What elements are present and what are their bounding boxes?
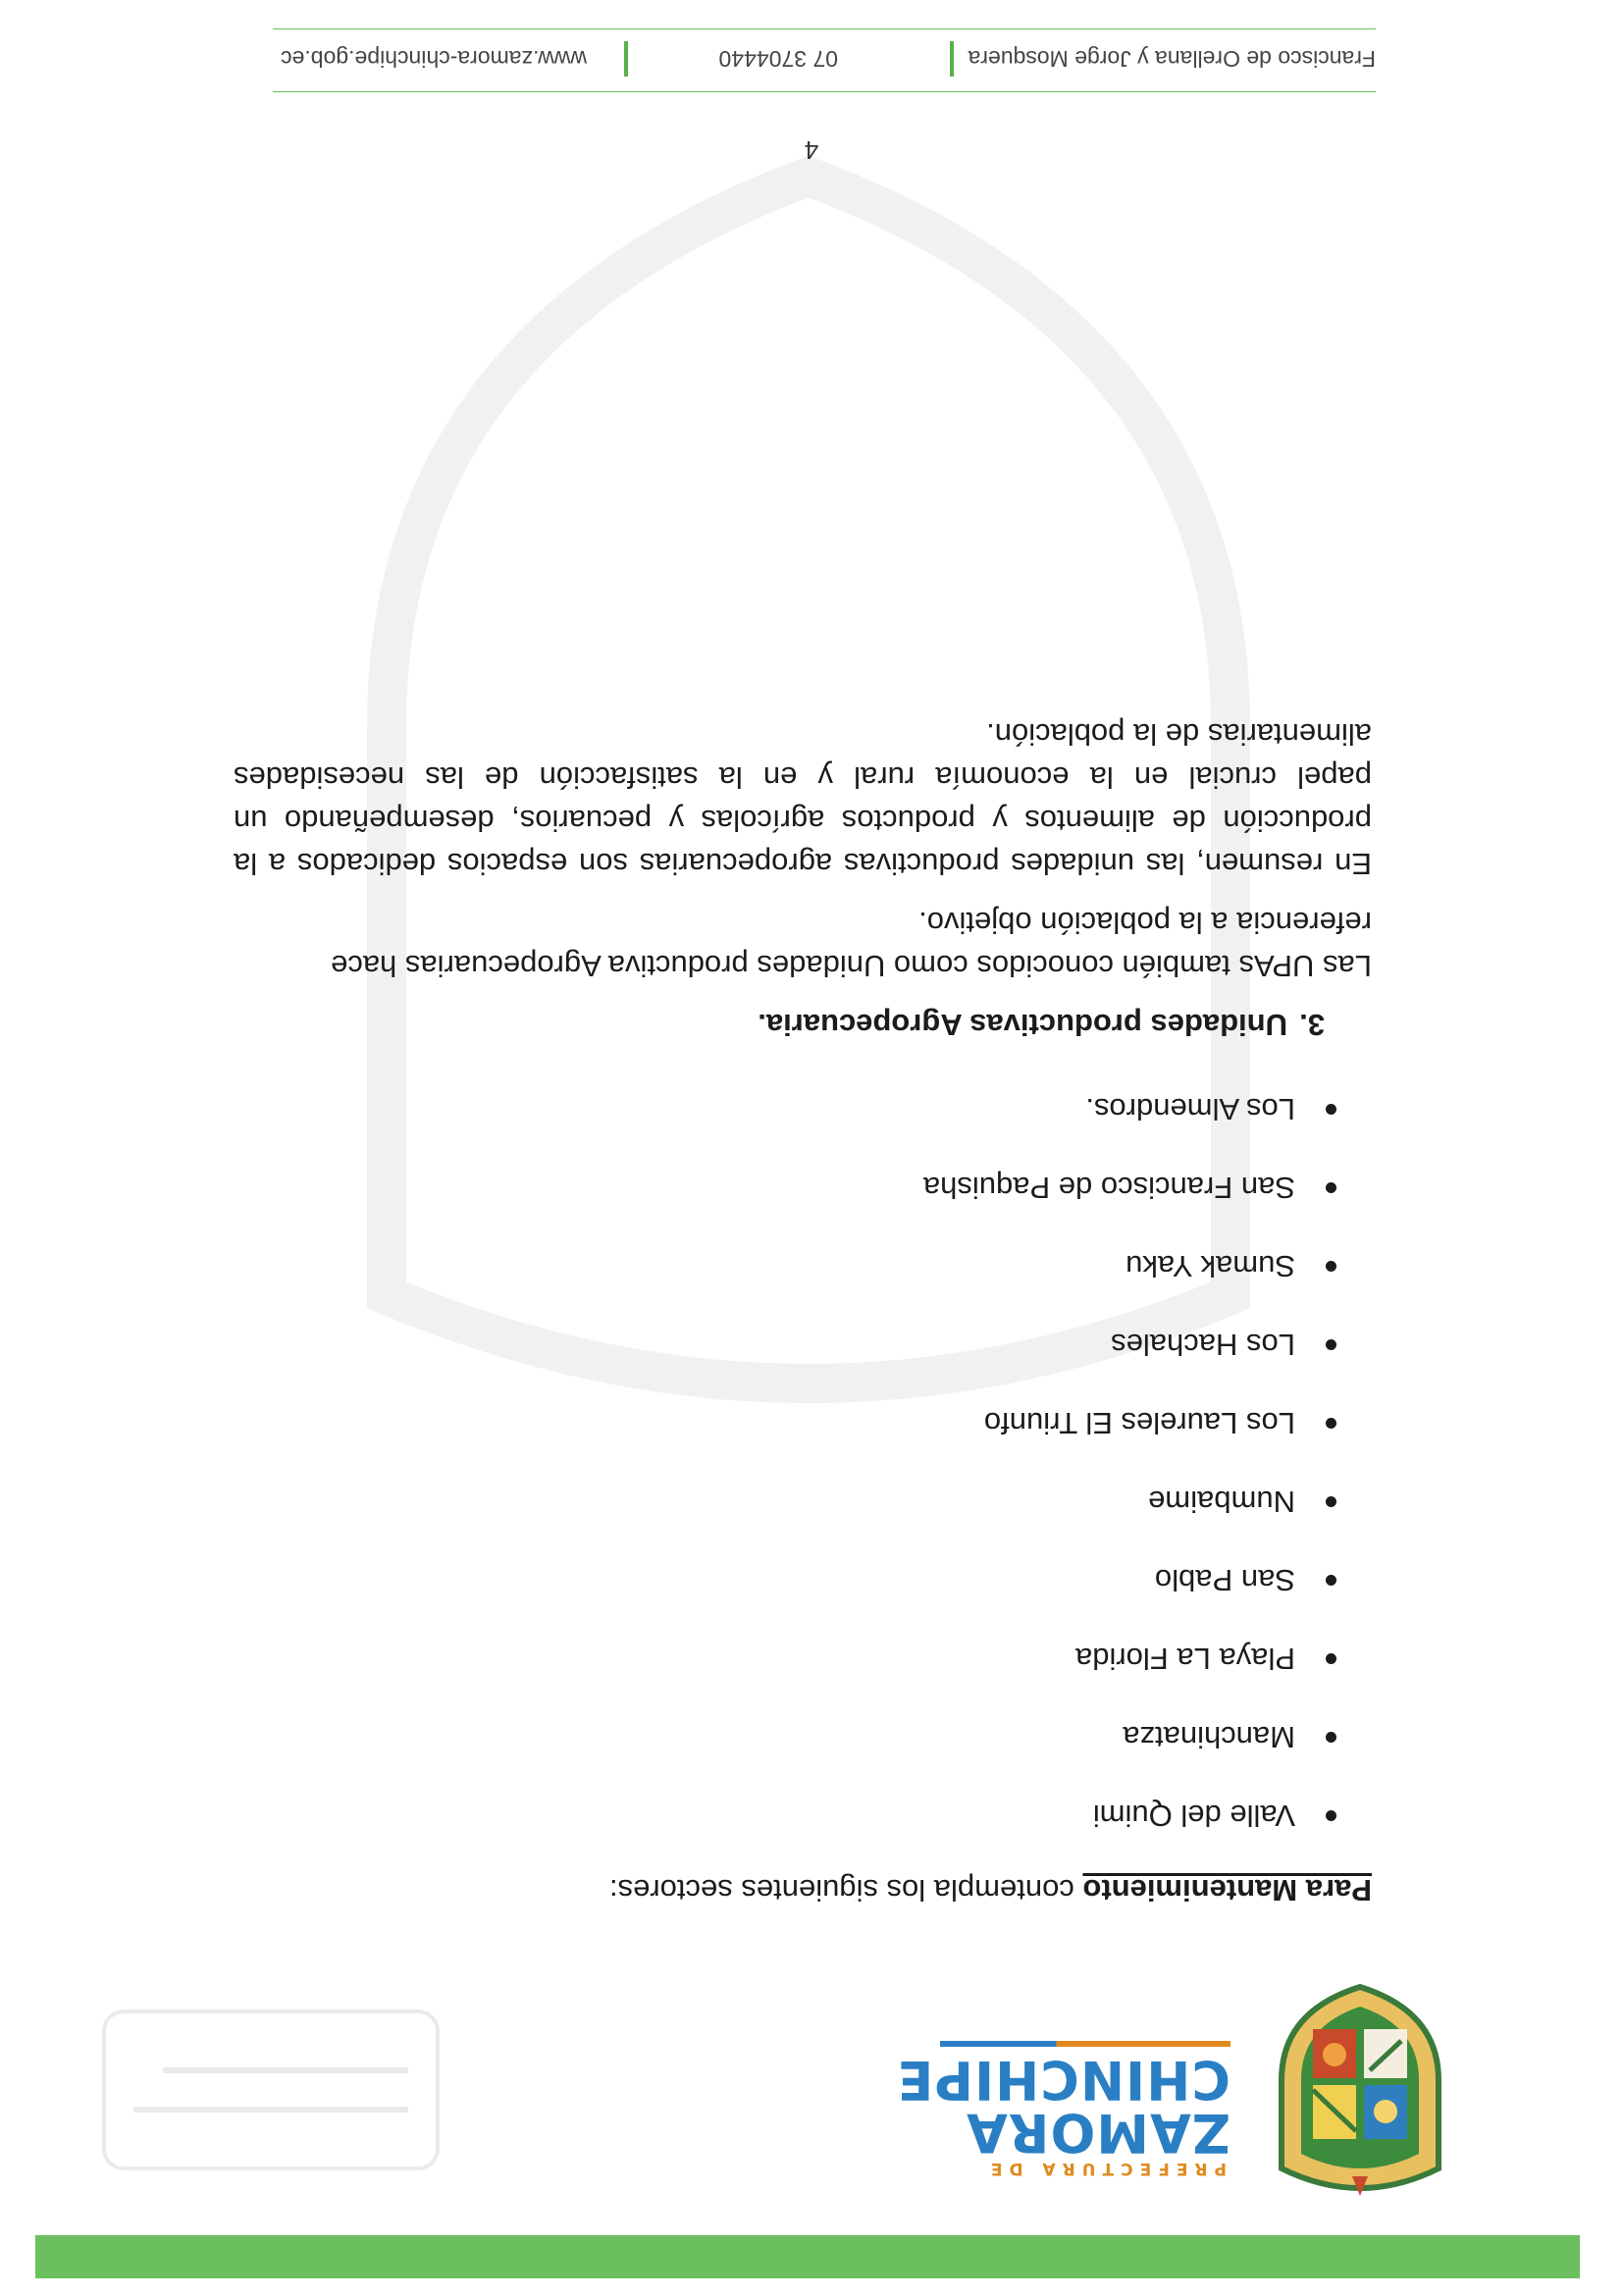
show-through-stamp-icon — [84, 1992, 457, 2188]
list-item — [234, 1462, 1372, 1540]
footer-divider-bottom — [273, 28, 1376, 29]
bullet-icon — [1326, 1182, 1336, 1193]
footer-phone: 07 3704440 — [718, 46, 838, 72]
brand-underline — [940, 2041, 1230, 2047]
sector-name: Valle del Quimi — [1092, 1799, 1295, 1833]
bullet-icon — [1326, 1575, 1336, 1586]
sector-name: San Francisco de Paquisha — [922, 1171, 1295, 1205]
letterhead — [84, 1972, 1458, 2198]
footer — [273, 37, 1376, 80]
sector-name: Los Almendros. — [1085, 1092, 1295, 1126]
bullet-icon — [1326, 1732, 1336, 1743]
bullet-icon — [1326, 1261, 1336, 1272]
list-item — [234, 1148, 1372, 1226]
sector-name: Los Laureles El Triunfo — [983, 1406, 1295, 1440]
section-title: Unidades productivas Agropecuaria. — [758, 1008, 1287, 1042]
list-item — [234, 1226, 1372, 1305]
list-item — [234, 1540, 1372, 1619]
brand-name-line1: ZAMORA — [966, 2102, 1230, 2164]
paragraph-summary: En resumen, las unidades productivas agropecuarias son espacios dedicados a la producción de alimentos y productos agrícolas y pecuarios, desempeñando un papel crucial en la economía rural y en la satisfacción de las necesidades alimentarias de la población. — [234, 717, 1372, 881]
bullet-icon — [1326, 1496, 1336, 1507]
intro-bold-label: Para Mantenimiento — [1082, 1873, 1372, 1907]
bullet-icon — [1326, 1653, 1336, 1664]
list-item — [234, 1383, 1372, 1462]
coat-of-arms-icon — [1262, 1982, 1458, 2198]
list-item — [234, 1697, 1372, 1776]
footer-separator — [950, 41, 954, 77]
list-item — [234, 1305, 1372, 1383]
bullet-icon — [1326, 1810, 1336, 1821]
bullet-icon — [1326, 1339, 1336, 1350]
list-item — [234, 1619, 1372, 1697]
footer-website: www.zamora-chinchipe.gob.ec — [281, 46, 587, 72]
footer-separator — [624, 41, 628, 77]
sector-name: Numbaime — [1148, 1485, 1295, 1519]
section-heading — [234, 997, 1325, 1052]
list-item — [234, 1070, 1372, 1148]
sectors-intro — [234, 1868, 1372, 1911]
sector-name: Playa La Florida — [1074, 1642, 1295, 1676]
paragraph-upas: Las UPAs también conocidos como Unidades productiva Agropecuarias hace referencia a la población objetivo. — [331, 906, 1372, 983]
section-number: 3. — [1299, 1008, 1325, 1042]
sector-name: Sumak Yaku — [1126, 1249, 1295, 1283]
bullet-icon — [1326, 1418, 1336, 1429]
top-green-band — [35, 2235, 1580, 2278]
brand-prefix: PREFECTURA DE — [983, 2159, 1227, 2178]
sector-name: San Pablo — [1154, 1563, 1295, 1597]
sector-name: Los Hachales — [1111, 1328, 1295, 1362]
brand-name-line2: CHINCHIPE — [896, 2049, 1230, 2111]
document-body — [234, 704, 1372, 1911]
sector-name: Manchinatza — [1123, 1720, 1295, 1754]
footer-address: Francisco de Orellana y Jorge Mosquera — [968, 46, 1376, 72]
page-number: 4 — [804, 135, 819, 165]
sector-list — [234, 1070, 1372, 1854]
prefectura-logo — [896, 2002, 1230, 2178]
bullet-icon — [1326, 1104, 1336, 1115]
list-item — [234, 1776, 1372, 1854]
footer-divider-top — [273, 91, 1376, 92]
intro-text: contempla los siguientes sectores: — [608, 1873, 1083, 1907]
